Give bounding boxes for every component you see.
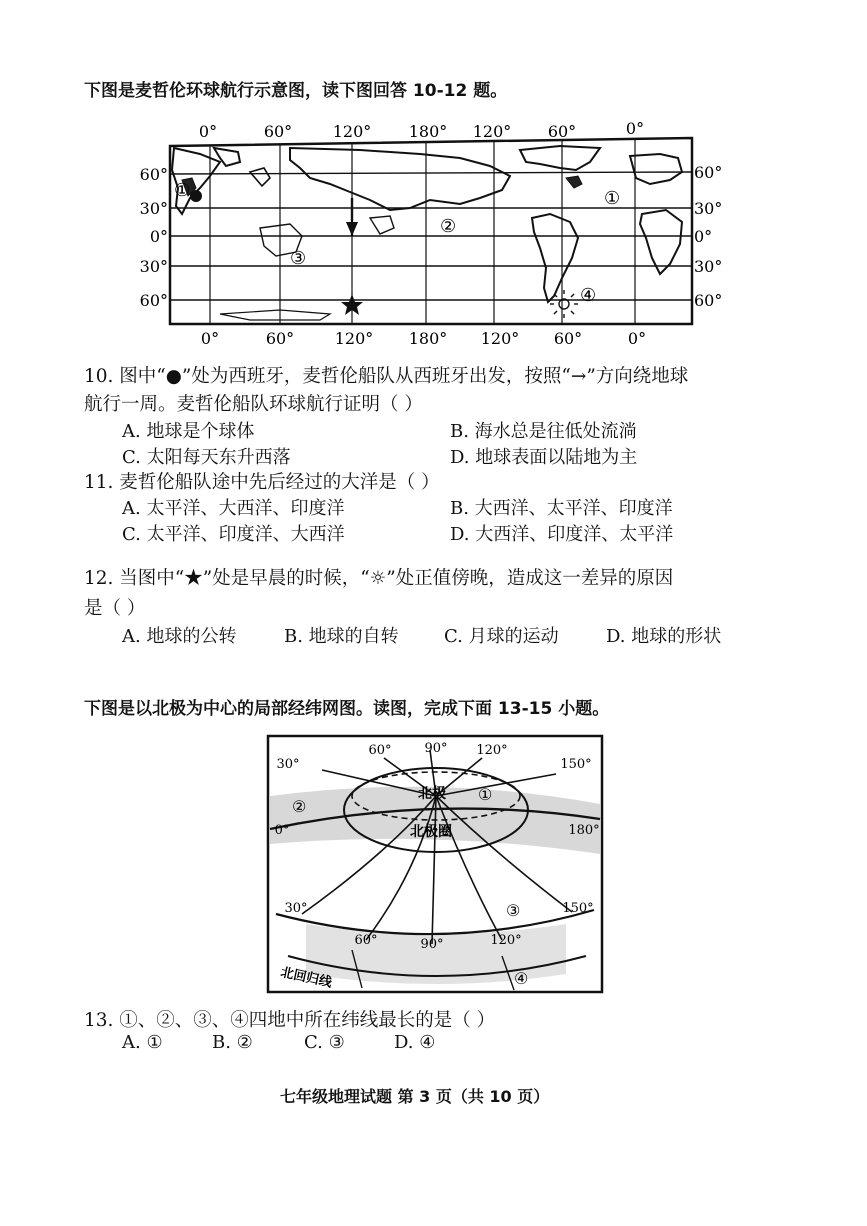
map1-left-lat-0: 60° (139, 165, 168, 184)
map2-bottom-lon-60: 60° (354, 933, 378, 948)
q10-option-a: A. 地球是个球体 (122, 421, 255, 442)
q12-option-c: C. 月球的运动 (444, 626, 559, 647)
map1-route-arrow-icon (346, 222, 358, 236)
map1-marker-4: ④ (580, 285, 597, 306)
q13-stem: 13. ①、②、③、④四地中所在纬线最长的是（ ） (84, 1010, 496, 1031)
map1-bottom-lon-1: 60° (265, 329, 295, 348)
map2-arctic-circle-label: 北极圈 (410, 824, 452, 840)
map1-bottom-lon-0: 0° (200, 329, 220, 348)
map1-marker-2: ② (440, 216, 457, 237)
q12-option-d: D. 地球的形状 (606, 626, 722, 647)
map2-marker-2: ② (292, 797, 307, 816)
q10-option-b: B. 海水总是往低处流淌 (450, 421, 637, 442)
q11-option-c: C. 太平洋、印度洋、大西洋 (122, 524, 345, 545)
map1-right-lat-1: 30° (694, 199, 723, 218)
map2-marker-4: ④ (514, 969, 529, 988)
q13-option-a: A. ① (122, 1032, 163, 1053)
map2-tropic-label: 北回归线 (279, 965, 334, 991)
map2-pole-label: 北极 (418, 786, 446, 802)
q12-option-b: B. 地球的自转 (284, 626, 399, 647)
map2-bottom-lon-90: 90° (420, 937, 444, 952)
map1-left-lat-2: 0° (149, 227, 168, 246)
map1-top-lon-0: 0° (198, 122, 218, 141)
q13-option-c: C. ③ (304, 1032, 345, 1053)
map2-bottom-lon-150: 150° (562, 901, 594, 916)
q13-option-d: D. ④ (394, 1032, 436, 1053)
map1-spain-dot-icon (190, 190, 202, 202)
map1-right-lat-2: 0° (694, 227, 713, 246)
map1-marker-1-east: ① (604, 188, 621, 209)
map1-top-lon-1: 60° (263, 122, 293, 141)
map1-right-lat-0: 60° (694, 163, 723, 182)
map1-bottom-lon-5: 60° (553, 329, 583, 348)
map1-frame (170, 138, 692, 324)
map1-right-lat-4: 60° (694, 291, 723, 310)
map1-sun-icon (550, 290, 578, 318)
q12-stem-line2: 是（ ） (84, 598, 146, 619)
map2-marker-3: ③ (506, 901, 521, 920)
q11-stem: 11. 麦哲伦船队途中先后经过的大洋是（ ） (84, 472, 440, 493)
map1-bottom-lon-4: 120° (480, 329, 520, 348)
q10-option-d: D. 地球表面以陆地为主 (450, 447, 638, 468)
map2-bottom-lon-30: 30° (284, 901, 308, 916)
map1-bottom-lon-3: 180° (408, 329, 448, 348)
map2-bottom-lon-120: 120° (490, 933, 522, 948)
map1-left-lat-3: 30° (139, 257, 168, 276)
section2-intro: 下图是以北极为中心的局部经纬网图。读图，完成下面 13-15 小题。 (84, 699, 610, 719)
map1-top-lon-5: 60° (547, 122, 577, 141)
map2-side-lon-0: 0° (274, 823, 290, 838)
q11-option-a: A. 太平洋、大西洋、印度洋 (122, 498, 345, 519)
map2-side-lon-180: 180° (568, 823, 600, 838)
map2-top-lon-150: 150° (560, 757, 592, 772)
page-footer: 七年级地理试题 第 3 页（共 10 页） (280, 1087, 550, 1106)
magellan-voyage-map (130, 118, 730, 348)
map1-top-lon-6: 0° (625, 119, 645, 138)
map2-top-lon-90: 90° (424, 741, 448, 756)
map1-bottom-lon-2: 120° (334, 329, 374, 348)
map2-marker-1: ① (478, 785, 493, 804)
q11-option-d: D. 大西洋、印度洋、太平洋 (450, 524, 674, 545)
map1-top-lon-3: 180° (408, 122, 448, 141)
map1-left-lat-1: 30° (139, 199, 168, 218)
north-pole-graticule-map (266, 734, 606, 996)
q10-stem-line2: 航行一周。麦哲伦船队环球航行证明（ ） (84, 394, 423, 415)
q13-option-b: B. ② (212, 1032, 253, 1053)
q12-option-a: A. 地球的公转 (122, 626, 237, 647)
map2-top-lon-60: 60° (368, 743, 392, 758)
map1-top-lon-2: 120° (332, 122, 372, 141)
map1-bottom-lon-6: 0° (627, 329, 647, 348)
map1-right-lat-3: 30° (694, 257, 723, 276)
q10-stem-line1: 10. 图中“●”处为西班牙，麦哲伦船队从西班牙出发，按照“→”方向绕地球 (84, 366, 689, 387)
map1-marker-3: ③ (290, 248, 307, 269)
map1-marker-1-west: ① (174, 180, 191, 201)
section1-intro: 下图是麦哲伦环球航行示意图，读下图回答 10-12 题。 (84, 81, 508, 101)
map1-left-lat-4: 60° (139, 291, 168, 310)
map2-top-lon-120: 120° (476, 743, 508, 758)
map1-top-lon-4: 120° (472, 122, 512, 141)
q12-stem-line1: 12. 当图中“★”处是早晨的时候，“☼”处正值傍晚，造成这一差异的原因 (84, 568, 674, 589)
q11-option-b: B. 大西洋、太平洋、印度洋 (450, 498, 673, 519)
map2-top-lon-30: 30° (276, 757, 300, 772)
q10-option-c: C. 太阳每天东升西落 (122, 447, 291, 468)
